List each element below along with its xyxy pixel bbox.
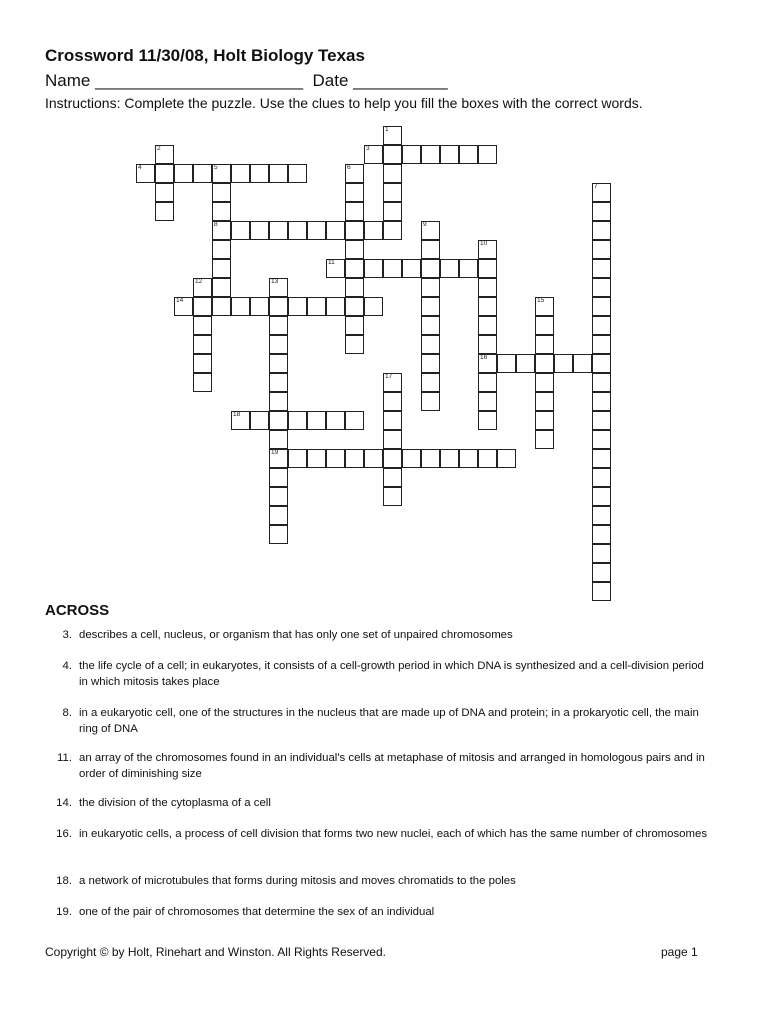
crossword-cell[interactable] (592, 449, 611, 468)
crossword-cell[interactable] (592, 468, 611, 487)
crossword-cell[interactable] (193, 278, 212, 297)
crossword-cell[interactable] (326, 449, 345, 468)
crossword-cell[interactable] (383, 221, 402, 240)
crossword-cell[interactable] (421, 392, 440, 411)
clue-number-label: 7 (594, 183, 598, 190)
crossword-cell[interactable] (592, 544, 611, 563)
crossword-cell[interactable] (193, 373, 212, 392)
crossword-cell[interactable] (212, 240, 231, 259)
crossword-cell[interactable] (421, 449, 440, 468)
crossword-cell[interactable] (592, 240, 611, 259)
name-date-line: Name ______________________ Date __________ (45, 71, 448, 90)
crossword-cell[interactable] (345, 240, 364, 259)
clue-text: an array of the chromosomes found in an individual's cells at metaphase of mitosis and arranged in homologous pairs and in order of diminishing size (79, 752, 705, 780)
crossword-cell[interactable] (155, 145, 174, 164)
crossword-cell[interactable] (212, 259, 231, 278)
clue-number-label: 10 (480, 240, 488, 247)
crossword-cell[interactable] (326, 259, 345, 278)
crossword-cell[interactable] (193, 316, 212, 335)
clue-number: 11. (57, 752, 72, 764)
crossword-cell[interactable] (193, 354, 212, 373)
crossword-cell[interactable] (592, 525, 611, 544)
crossword-cell[interactable] (592, 392, 611, 411)
crossword-cell[interactable] (269, 335, 288, 354)
crossword-cell[interactable] (535, 392, 554, 411)
clue-number: 14. (56, 797, 72, 809)
crossword-cell[interactable] (307, 449, 326, 468)
crossword-cell[interactable] (231, 411, 250, 430)
crossword-cell[interactable] (345, 221, 364, 240)
crossword-cell[interactable] (383, 468, 402, 487)
crossword-cell[interactable] (345, 164, 364, 183)
clue-number-label: 5 (214, 164, 218, 171)
crossword-cell[interactable] (402, 259, 421, 278)
clue-number: 8. (62, 707, 72, 719)
crossword-cell[interactable] (345, 297, 364, 316)
crossword-cell[interactable] (364, 259, 383, 278)
clue-number: 4. (62, 660, 72, 672)
crossword-cell[interactable] (478, 411, 497, 430)
crossword-cell[interactable] (269, 354, 288, 373)
clue-number-label: 9 (423, 221, 427, 228)
crossword-cell[interactable] (288, 449, 307, 468)
clue-number-label: 6 (347, 164, 351, 171)
clue-number-label: 18 (233, 411, 241, 418)
clue-number: 16. (56, 828, 72, 840)
crossword-cell[interactable] (478, 392, 497, 411)
crossword-cell[interactable] (478, 316, 497, 335)
crossword-cell[interactable] (250, 411, 269, 430)
crossword-cell[interactable] (592, 354, 611, 373)
crossword-cell[interactable] (383, 487, 402, 506)
copyright-notice: Copyright © by Holt, Rinehart and Winston. All Rights Reserved. (45, 945, 386, 959)
crossword-cell[interactable] (383, 449, 402, 468)
crossword-cell[interactable] (535, 373, 554, 392)
clue-number-label: 4 (138, 164, 142, 171)
crossword-cell[interactable] (535, 411, 554, 430)
crossword-cell[interactable] (326, 411, 345, 430)
clue-text: the division of the cytoplasma of a cell (79, 797, 271, 809)
crossword-cell[interactable] (212, 221, 231, 240)
crossword-cell[interactable] (307, 411, 326, 430)
crossword-cell[interactable] (478, 449, 497, 468)
crossword-cell[interactable] (326, 221, 345, 240)
crossword-cell[interactable] (345, 449, 364, 468)
crossword-cell[interactable] (212, 164, 231, 183)
crossword-cell[interactable] (592, 487, 611, 506)
crossword-cell[interactable] (269, 430, 288, 449)
crossword-cell[interactable] (440, 449, 459, 468)
crossword-cell[interactable] (440, 145, 459, 164)
crossword-cell[interactable] (288, 411, 307, 430)
crossword-cell[interactable] (383, 126, 402, 145)
clue-number-label: 15 (537, 297, 545, 304)
crossword-cell[interactable] (345, 202, 364, 221)
clue-text: a network of microtubules that forms during mitosis and moves chromatids to the poles (79, 875, 516, 887)
crossword-cell[interactable] (573, 354, 592, 373)
crossword-cell[interactable] (231, 221, 250, 240)
crossword-cell[interactable] (592, 221, 611, 240)
crossword-cell[interactable] (383, 259, 402, 278)
crossword-cell[interactable] (193, 164, 212, 183)
crossword-cell[interactable] (345, 316, 364, 335)
crossword-cell[interactable] (478, 240, 497, 259)
crossword-cell[interactable] (364, 221, 383, 240)
crossword-cell[interactable] (497, 354, 516, 373)
crossword-cell[interactable] (250, 164, 269, 183)
clue-across-8 (52, 705, 712, 737)
crossword-cell[interactable] (269, 506, 288, 525)
crossword-cell[interactable] (478, 297, 497, 316)
page-title: Crossword 11/30/08, Holt Biology Texas (45, 46, 365, 65)
clue-number-label: 17 (385, 373, 393, 380)
crossword-cell[interactable] (421, 221, 440, 240)
crossword-cell[interactable] (136, 164, 155, 183)
clue-text: the life cycle of a cell; in eukaryotes, it consists of a cell-growth period in which DNA is synthesized and a cell-division period in which mitosis takes place (79, 660, 704, 688)
crossword-cell[interactable] (478, 354, 497, 373)
crossword-cell[interactable] (459, 259, 478, 278)
crossword-cell[interactable] (269, 316, 288, 335)
crossword-cell[interactable] (402, 145, 421, 164)
crossword-cell[interactable] (174, 297, 193, 316)
clue-across-19 (52, 904, 712, 920)
crossword-cell[interactable] (345, 278, 364, 297)
crossword-cell[interactable] (383, 183, 402, 202)
crossword-cell[interactable] (592, 316, 611, 335)
crossword-cell[interactable] (421, 373, 440, 392)
crossword-cell[interactable] (231, 297, 250, 316)
clue-number-label: 16 (480, 354, 488, 361)
crossword-cell[interactable] (269, 164, 288, 183)
clue-across-3 (52, 627, 712, 643)
crossword-cell[interactable] (269, 449, 288, 468)
crossword-cell[interactable] (592, 335, 611, 354)
crossword-cell[interactable] (497, 449, 516, 468)
crossword-cell[interactable] (592, 506, 611, 525)
crossword-cell[interactable] (383, 392, 402, 411)
crossword-cell[interactable] (592, 411, 611, 430)
crossword-cell[interactable] (535, 430, 554, 449)
crossword-cell[interactable] (402, 449, 421, 468)
crossword-cell[interactable] (383, 430, 402, 449)
crossword-cell[interactable] (421, 240, 440, 259)
clue-text: one of the pair of chromosomes that determine the sex of an individual (79, 906, 435, 918)
crossword-cell[interactable] (307, 221, 326, 240)
crossword-cell[interactable] (250, 221, 269, 240)
crossword-cell[interactable] (440, 259, 459, 278)
clue-across-18 (52, 873, 712, 889)
crossword-cell[interactable] (459, 145, 478, 164)
crossword-cell[interactable] (421, 297, 440, 316)
crossword-cell[interactable] (592, 582, 611, 601)
crossword-cell[interactable] (535, 335, 554, 354)
clue-number-label: 12 (195, 278, 203, 285)
crossword-cell[interactable] (174, 164, 193, 183)
crossword-cell[interactable] (326, 297, 345, 316)
crossword-cell[interactable] (269, 468, 288, 487)
clue-number: 3. (62, 629, 72, 641)
clue-number-label: 3 (366, 145, 370, 152)
crossword-cell[interactable] (592, 202, 611, 221)
crossword-cell[interactable] (345, 183, 364, 202)
clue-text: in eukaryotic cells, a process of cell division that forms two new nuclei, each of which has the same number of chromosomes (79, 828, 708, 840)
crossword-cell[interactable] (364, 449, 383, 468)
crossword-cell[interactable] (269, 221, 288, 240)
crossword-cell[interactable] (288, 164, 307, 183)
crossword-cell[interactable] (212, 278, 231, 297)
crossword-cell[interactable] (269, 392, 288, 411)
crossword-cell[interactable] (212, 297, 231, 316)
crossword-cell[interactable] (592, 278, 611, 297)
clue-number: 19. (56, 906, 72, 918)
crossword-cell[interactable] (155, 164, 174, 183)
crossword-cell[interactable] (592, 373, 611, 392)
crossword-cell[interactable] (269, 487, 288, 506)
crossword-cell[interactable] (592, 183, 611, 202)
crossword-cell[interactable] (250, 297, 269, 316)
crossword-cell[interactable] (231, 164, 250, 183)
crossword-cell[interactable] (478, 145, 497, 164)
clue-text: describes a cell, nucleus, or organism that has only one set of unpaired chromosomes (79, 629, 513, 641)
clue-number-label: 14 (176, 297, 184, 304)
crossword-cell[interactable] (155, 183, 174, 202)
crossword-cell[interactable] (345, 411, 364, 430)
crossword-cell[interactable] (193, 335, 212, 354)
crossword-cell[interactable] (535, 297, 554, 316)
clue-number-label: 11 (328, 259, 335, 266)
clue-number: 18. (56, 875, 72, 887)
instructions: Instructions: Complete the puzzle. Use the clues to help you fill the boxes with the correct words. (45, 95, 643, 111)
crossword-cell[interactable] (383, 202, 402, 221)
crossword-cell[interactable] (478, 373, 497, 392)
clue-number-label: 8 (214, 221, 218, 228)
clue-number-label: 2 (157, 145, 161, 152)
clue-number-label: 13 (271, 278, 279, 285)
crossword-cell[interactable] (269, 373, 288, 392)
crossword-cell[interactable] (592, 297, 611, 316)
crossword-cell[interactable] (421, 259, 440, 278)
clue-number-label: 19 (271, 449, 279, 456)
crossword-cell[interactable] (288, 297, 307, 316)
crossword-cell[interactable] (421, 145, 440, 164)
across-heading: ACROSS (45, 602, 110, 619)
crossword-cell[interactable] (421, 354, 440, 373)
page-number: page 1 (661, 945, 698, 959)
crossword-cell[interactable] (592, 430, 611, 449)
crossword-cell[interactable] (478, 259, 497, 278)
crossword-cell[interactable] (478, 278, 497, 297)
clue-across-16 (52, 826, 712, 842)
crossword-cell[interactable] (383, 411, 402, 430)
clue-across-4 (52, 658, 712, 690)
crossword-cell[interactable] (345, 335, 364, 354)
crossword-cell[interactable] (364, 297, 383, 316)
crossword-cell[interactable] (516, 354, 535, 373)
crossword-cell[interactable] (288, 221, 307, 240)
crossword-cell[interactable] (193, 297, 212, 316)
crossword-cell[interactable] (383, 164, 402, 183)
clue-across-14 (52, 795, 712, 811)
clue-across-11 (52, 750, 712, 782)
crossword-cell[interactable] (535, 354, 554, 373)
crossword-cell[interactable] (478, 335, 497, 354)
crossword-cell[interactable] (592, 563, 611, 582)
crossword-cell[interactable] (592, 259, 611, 278)
crossword-cell[interactable] (269, 525, 288, 544)
crossword-cell[interactable] (269, 411, 288, 430)
crossword-cell[interactable] (212, 202, 231, 221)
crossword-cell[interactable] (383, 145, 402, 164)
crossword-cell[interactable] (269, 278, 288, 297)
crossword-cell[interactable] (421, 335, 440, 354)
clue-text: in a eukaryotic cell, one of the structures in the nucleus that are made up of DNA and protein; in a prokaryotic cell, the main ring of DNA (79, 707, 699, 735)
crossword-cell[interactable] (364, 145, 383, 164)
crossword-cell[interactable] (345, 259, 364, 278)
clue-number-label: 1 (385, 126, 389, 133)
crossword-cell[interactable] (155, 202, 174, 221)
crossword-cell[interactable] (421, 316, 440, 335)
crossword-cell[interactable] (459, 449, 478, 468)
crossword-cell[interactable] (307, 297, 326, 316)
crossword-cell[interactable] (212, 183, 231, 202)
crossword-cell[interactable] (269, 297, 288, 316)
crossword-cell[interactable] (554, 354, 573, 373)
crossword-cell[interactable] (421, 278, 440, 297)
crossword-cell[interactable] (383, 373, 402, 392)
crossword-cell[interactable] (535, 316, 554, 335)
